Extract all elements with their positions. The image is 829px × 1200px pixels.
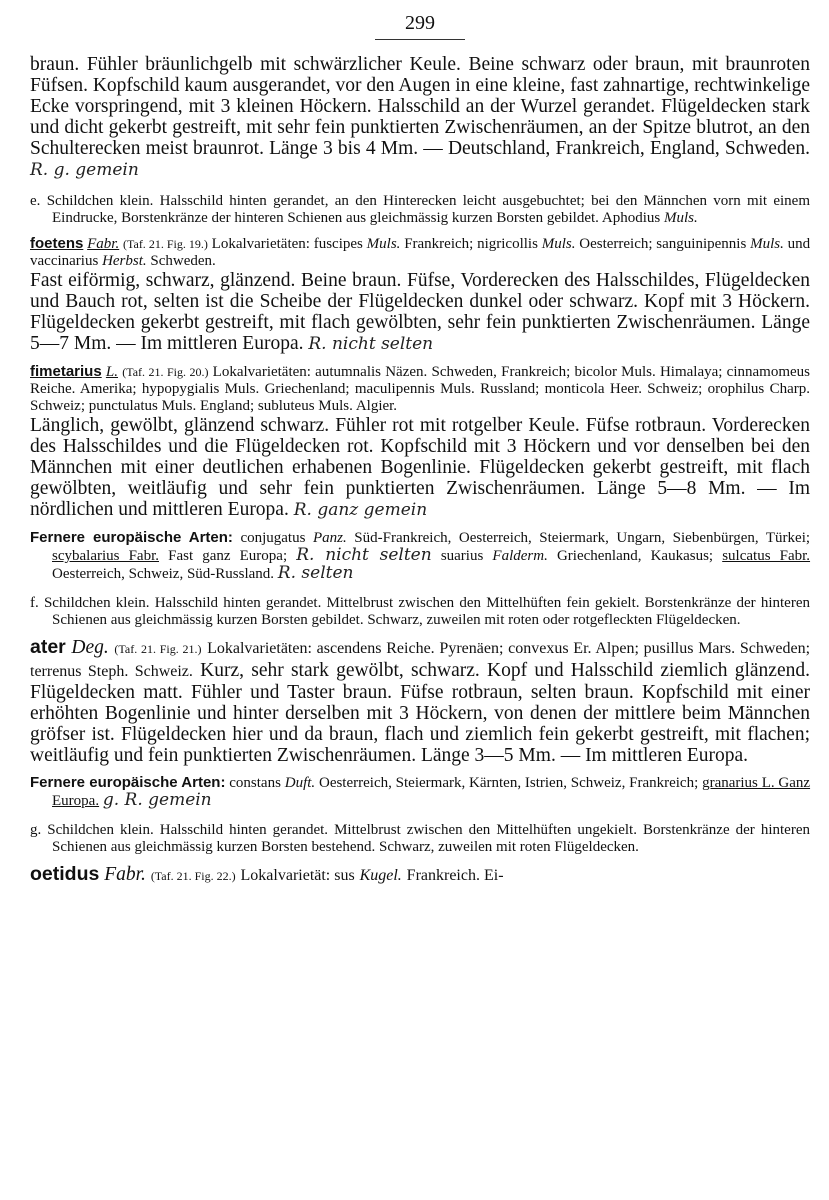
species-text: Oesterreich, Steiermark, Kärnten, Istrien, Schweiz, Frankreich; <box>318 775 699 791</box>
species-ater <box>30 637 810 766</box>
variety-author: Muls. <box>366 236 401 252</box>
variety-text: Frankreich; nigricollis <box>404 236 538 252</box>
variety-text: Lokalvarietäten: autumnalis Näzen. Schweden, Frankreich; bicolor Muls. Himalaya; cinnamomeus Reiche. Amerika; hypopygialis Muls. Griechenland; maculipennis Muls. Russland; monticola Heer. Schweiz; orophilus Charp. Schweiz; punctulatus Muls. England; subluteus Muls. Algier. <box>30 364 810 414</box>
species-name: fimetarius <box>30 363 102 380</box>
species-fimetarius-description <box>30 415 810 521</box>
species-author: Falderm. <box>492 548 548 564</box>
description-text: Kurz, sehr stark gewölbt, schwarz. Kopf und Halsschild ziemlich glänzend. Flügeldecken matt. Fühler und Taster braun. Füfse rotbraun, selten braun. Kopfschild mit einer erhöhten Bogenlinie und hinter derselben mit 3 Höckern, von denen der mittlere beim Männchen gröfser ist. Flügeldecken hier und da braun, flach und ziemlich fein gekerbt gestreift, mit flachen; weitläufig und fein punktierten Zwischenräumen. Länge 3—5 Mm. — Im mittleren Europa. <box>30 660 810 766</box>
species-name: ater <box>30 636 66 658</box>
species-oetidus <box>30 864 810 887</box>
handwritten-note: g. R. gemein <box>102 790 212 810</box>
handwritten-note: R. selten <box>277 563 354 583</box>
handwritten-note: R. nicht selten <box>308 334 434 354</box>
section-f-text: f. Schildchen klein. Halsschild hinten gerandet. Mittelbrust zwischen den Mittelhüften fein gekielt. Borstenkränze der hinteren Schienen aus gleichmässig kurzen Borsten gebildet. Schwarz, zuweilen mit roten oder rotgefleckten Flügeldecken. <box>30 595 810 628</box>
variety-text: Schweden. <box>150 253 216 269</box>
species-author: Fabr. <box>104 864 146 885</box>
species-author: Deg. <box>71 637 109 658</box>
species-author: Fabr. <box>87 236 120 252</box>
variety-text: Frankreich. Ei- <box>406 867 504 884</box>
species-text: Fast ganz Europa; <box>168 548 288 564</box>
species-foetens-header <box>30 235 810 270</box>
species-text: Oesterreich, Schweiz, Süd-Russland. <box>52 566 275 582</box>
description-text: Fast eiförmig, schwarz, glänzend. Beine braun. Füfse, Vorderecken des Halsschildes, Flügeldecken und Bauch rot, selten ist die Scheibe der Flügeldecken dunkel oder schwarz. Kopf mit 3 Höckern. Flügeldecken gekerbt gestreift, mit flach gewölbten, sehr fein punktierten Zwischenräumen. Länge 5—7 Mm. — Im mittleren Europa. <box>30 270 810 354</box>
variety-text: Lokalvarietäten: fuscipes <box>211 236 363 252</box>
variety-author: Muls. <box>750 236 784 252</box>
figure-ref: (Taf. 21. Fig. 20.) <box>122 365 209 379</box>
species-author: Panz. <box>313 530 347 546</box>
section-g <box>30 822 810 856</box>
section-f <box>30 595 810 629</box>
paragraph-text: braun. Fühler bräunlichgelb mit schwärzlicher Keule. Beine schwarz oder braun, mit braunroten Füfsen. Kopfschild kaum ausgerandet, vor den Augen in eine kleine, fast zahnartige, rechtwinkelige Ecke vorspringend, mit 3 kleinen Höckern. Halsschild an der Wurzel gerandet. Flügeldecken stark und dicht gekerbt gestreift, mit sehr fein punktierten Zwischenräumen, an der Spitze blutrot, an den Schulterecken meist braunrot. Länge 3 bis 4 Mm. — Deutschland, Frankreich, England, Schweden. <box>30 54 810 159</box>
further-species-1 <box>30 529 810 583</box>
species-text: scybalarius Fabr. <box>52 548 159 564</box>
section-g-text: g. Schildchen klein. Halsschild hinten gerandet. Mittelbrust zwischen den Mittelhüften ungekielt. Borstenkränze der hinteren Schienen aus gleichmässig kurzen Borsten bestehend. Schwarz, zuweilen mit roten Flügeldecken. <box>30 822 810 855</box>
species-text: granarius L. Ganz Europa. <box>52 775 811 809</box>
variety-author: Kugel. <box>359 867 402 884</box>
description-text: Länglich, gewölbt, glänzend schwarz. Fühler rot mit rotgelber Keule. Füfse rotbraun. Vorderecken des Halsschildes und die Flügeldecken rot. Kopfschild mit 3 Höckern und vor denselben bei den Männchen mit einer deutlichen erhabenen Bogenlinie. Flügeldecken gekerbt gestreift, mit flach gewölbten, weitläufig und sehr fein punktierten Zwischenräumen. Länge 5—8 Mm. — Im nördlichen und mittleren Europa. <box>30 415 810 520</box>
species-name: foetens <box>30 235 84 252</box>
variety-text: und vaccinarius <box>30 236 811 269</box>
species-text: constans <box>229 775 281 791</box>
figure-ref: (Taf. 21. Fig. 21.) <box>114 642 202 656</box>
section-e-text: e. Schildchen klein. Halsschild hinten gerandet, an den Hinterecken leicht ausgebuchtet; bei den Männchen vorn mit einem Eindrucke, Borstenkränze der hinteren Schienen aus gleichmässig kurzen Borsten gebildet. <box>30 193 810 226</box>
species-author: Duft. <box>284 775 316 791</box>
species-name: oetidus <box>30 863 100 885</box>
handwritten-note: R. ganz gemein <box>293 500 428 520</box>
species-text: conjugatus <box>240 530 306 546</box>
species-author: L. <box>105 364 119 380</box>
species-foetens-description <box>30 270 810 355</box>
genus-author: Muls. <box>663 210 698 226</box>
figure-ref: (Taf. 21. Fig. 22.) <box>150 869 236 883</box>
species-text: Süd-Frankreich, Oesterreich, Steiermark, Ungarn, Siebenbürgen, Türkei; <box>354 530 811 546</box>
variety-text: Lokalvarietät: sus <box>240 867 355 884</box>
variety-text: Lokalvarietäten: ascendens Reiche. Pyrenäen; convexus Er. Alpen; pusillus Mars. Schweden; terrenus Steph. Schweiz. <box>30 640 811 680</box>
genus-name: Aphodius <box>601 210 661 226</box>
handwritten-note: R. nicht selten <box>296 545 432 565</box>
page-number: 299 <box>405 12 435 34</box>
document-page <box>30 10 810 887</box>
section-e <box>30 193 810 227</box>
variety-author: Herbst. <box>102 253 147 269</box>
further-species-2 <box>30 774 810 810</box>
species-text: sulcatus Fabr. <box>722 548 811 564</box>
further-species-label: Fernere europäische Arten: <box>30 529 233 546</box>
paragraph-continuation <box>30 54 810 181</box>
species-fimetarius-header <box>30 363 810 415</box>
further-species-label: Fernere europäische Arten: <box>30 774 226 791</box>
species-text: suarius <box>440 548 484 564</box>
variety-text: Oesterreich; sanguinipennis <box>579 236 747 252</box>
header-rule <box>375 39 465 40</box>
variety-author: Muls. <box>541 236 576 252</box>
handwritten-note: R. g. gemein <box>30 160 139 180</box>
species-text: Griechenland, Kaukasus; <box>556 548 714 564</box>
figure-ref: (Taf. 21. Fig. 19.) <box>123 237 208 251</box>
